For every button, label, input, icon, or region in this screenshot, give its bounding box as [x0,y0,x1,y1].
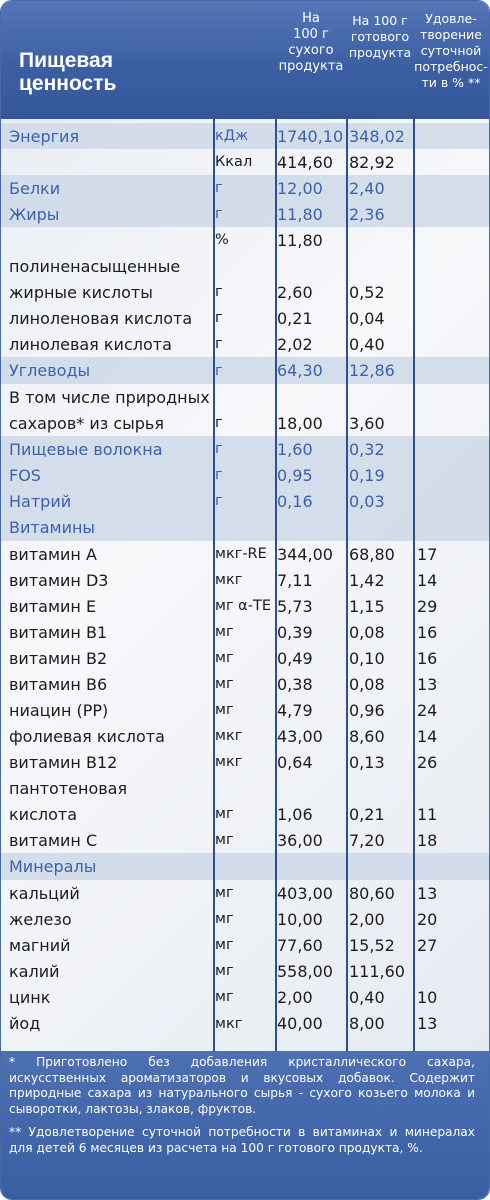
cell-name: кислота [9,804,77,824]
cell-v3: 13 [417,674,438,694]
cell-v3 [417,853,487,880]
cell-v1: 2,60 [277,282,313,302]
table-row [1,723,489,749]
table-row [1,958,489,984]
cell-v1: 0,21 [277,308,313,328]
cell-v2: 111,60 [349,961,405,981]
cell-unit [215,384,275,410]
cell-v2 [349,384,413,410]
cell-v3: 13 [417,883,438,903]
table-row [1,410,489,436]
cell-v3 [417,462,487,488]
cell-v3: 14 [417,570,438,590]
cell-v3: 29 [417,596,438,616]
cell-v3 [417,958,487,984]
cell-v2 [349,227,413,253]
cell-v3 [417,488,487,514]
cell-v2: 3,60 [349,413,385,433]
cell-unit: мкг [215,754,243,770]
cell-v1 [277,384,347,410]
cell-v3: 10 [417,987,438,1007]
cell-name: линоленовая кислота [9,308,193,328]
header-daily-need: Удовле- творение суточной потребнос- ти в % ** [414,11,488,90]
table-row [1,801,489,827]
cell-v1: 414,60 [277,152,333,172]
cell-v1: 1,60 [277,439,313,459]
cell-v3 [417,775,487,801]
cell-unit [215,853,275,880]
cell-name: ниацин (PP) [9,700,109,720]
cell-v2: 0,13 [349,752,385,772]
cell-unit [215,775,275,801]
table-row [1,749,489,775]
footnote-2: ** Удовлетворение суточной потребности в витаминах и минералах для детей 6 месяцев из расчета на 100 г готового продукта, %. [9,1125,475,1155]
cell-v1: 2,02 [277,334,313,354]
cell-v1: 77,60 [277,935,323,955]
cell-unit: Ккал [215,154,253,170]
cell-v2: 8,00 [349,1014,385,1033]
cell-v2: 7,20 [349,830,385,850]
nutrition-table [1,119,489,1051]
cell-v2 [349,853,413,880]
column-divider [346,119,348,1051]
cell-name: FOS [9,465,41,485]
cell-v1: 0,16 [277,491,313,511]
cell-v1 [277,775,347,801]
table-row [1,279,489,305]
table-row [1,697,489,723]
cell-v1: 12,00 [277,178,323,198]
cell-v3 [417,331,487,357]
cell-v2: 0,19 [349,465,385,485]
cell-v3: 14 [417,726,438,746]
cell-v3 [417,227,487,253]
table-row [1,488,489,514]
header-ready-product: На 100 г готового продукта [348,13,412,60]
cell-name: цинк [9,987,51,1007]
cell-v3 [417,149,487,175]
cell-v1: 0,39 [277,622,313,642]
cell-unit: мг [215,911,234,927]
cell-v2 [349,514,413,541]
cell-v3 [417,253,487,279]
cell-unit: мг [215,624,234,640]
cell-v2: 348,02 [349,126,405,146]
column-divider [275,119,277,1051]
column-divider [413,119,415,1051]
cell-name: Энергия [9,126,80,146]
cell-v3: 27 [417,935,438,955]
table-row [1,827,489,853]
cell-unit: г [215,206,223,222]
cell-v1: 0,49 [277,648,313,668]
cell-v3: 16 [417,622,438,642]
cell-unit: г [215,362,223,379]
cell-v3 [417,201,487,227]
cell-v2: 0,04 [349,308,385,328]
table-row [1,201,489,227]
cell-v3: 11 [417,804,438,824]
column-divider [213,119,215,1051]
cell-v1: 403,00 [277,883,333,903]
cell-unit: г [215,284,223,300]
cell-unit: кДж [215,128,249,144]
cell-name: линолевая кислота [9,334,172,354]
cell-name: витамин B2 [9,648,108,668]
cell-name: В том числе природных [9,387,210,407]
cell-v2: 2,40 [349,178,385,198]
cell-v1: 0,38 [277,674,313,694]
cell-v1: 2,00 [277,987,313,1007]
cell-v3 [417,305,487,331]
cell-v2: 68,80 [349,544,395,564]
cell-name: витамин A [9,544,97,564]
cell-v2: 2,36 [349,204,385,224]
cell-name: кальций [9,883,80,903]
cell-name: калий [9,961,60,981]
cell-v2: 8,60 [349,726,385,746]
cell-unit: мг [215,832,234,848]
table-row [1,357,489,384]
cell-v1: 64,30 [277,361,323,380]
cell-name: витамин D3 [9,570,109,590]
cell-name: витамин C [9,830,98,850]
cell-unit: мкг-RE [215,546,267,562]
cell-v2: 82,92 [349,152,395,172]
table-header [1,1,489,119]
cell-v2: 1,42 [349,570,385,590]
cell-name: фолиевая кислота [9,726,165,746]
cell-unit: г [215,415,223,431]
cell-unit: мкг [215,728,243,744]
table-row [1,1010,489,1037]
cell-unit: мг [215,937,234,953]
cell-v1: 0,95 [277,465,313,485]
cell-v1: 5,73 [277,596,313,616]
cell-unit: мкг [215,1015,243,1032]
cell-v1 [277,253,347,279]
cell-unit: мг [215,963,234,979]
table-row [1,123,489,149]
cell-v3: 13 [417,1014,438,1033]
cell-v3 [417,123,487,149]
footnotes [1,1051,489,1199]
cell-name: Витамины [9,518,96,537]
cell-v1: 1,06 [277,804,313,824]
cell-name: Углеводы [9,361,91,380]
cell-v2: 0,40 [349,987,385,1007]
cell-name: полиненасыщенные [9,256,181,276]
cell-v1: 36,00 [277,830,323,850]
table-row [1,906,489,932]
cell-unit: г [215,310,223,326]
footnote-1: * Приготовлено без добавления кристаллического сахара, искусственных ароматизаторов и вкусовых добавок. Содержит природные сахара из натурального сырья - сухого козьего молока и сыворотки, лактозы, злаков, фруктов. [9,1055,475,1116]
table-row [1,541,489,567]
cell-v2: 2,00 [349,909,385,929]
cell-v2: 80,60 [349,883,395,903]
cell-v2: 0,40 [349,334,385,354]
table-row [1,305,489,331]
cell-v1: 11,80 [277,204,323,224]
cell-name: йод [9,1014,41,1033]
table-row [1,227,489,253]
cell-name: пантотеновая [9,778,128,798]
cell-name: Пищевые волокна [9,439,163,459]
cell-v2 [349,775,413,801]
cell-name: железо [9,909,72,929]
cell-unit: мкг [215,572,243,588]
cell-v1: 0,64 [277,752,313,772]
cell-unit: г [215,180,223,196]
cell-v2: 0,08 [349,622,385,642]
cell-name: Минералы [9,857,97,876]
cell-unit: г [215,467,223,483]
table-row [1,984,489,1010]
cell-unit: г [215,441,223,457]
cell-unit: мг [215,650,234,666]
cell-v3: 17 [417,544,438,564]
cell-name: Жиры [9,204,60,224]
header-dry-product: На 100 г сухого продукта [278,11,344,74]
table-row [1,775,489,801]
table-row [1,593,489,619]
cell-v1: 43,00 [277,726,323,746]
cell-v1: 558,00 [277,961,333,981]
table-row [1,175,489,201]
cell-v2: 0,96 [349,700,385,720]
cell-unit: % [215,232,229,248]
table-row [1,880,489,906]
cell-v3: 26 [417,752,438,772]
cell-name [9,149,213,175]
table-row [1,253,489,279]
cell-v1: 40,00 [277,1014,323,1033]
cell-v3: 16 [417,648,438,668]
cell-v1: 4,79 [277,700,313,720]
cell-v2: 0,21 [349,804,385,824]
cell-name: Натрий [9,491,72,511]
cell-unit [215,514,275,541]
cell-v1: 10,00 [277,909,323,929]
table-row [1,331,489,357]
cell-v2: 0,08 [349,674,385,694]
table-row [1,462,489,488]
cell-v3 [417,384,487,410]
cell-unit [215,253,275,279]
cell-unit: г [215,336,223,352]
cell-v3 [417,279,487,305]
cell-v3 [417,357,487,384]
table-row [1,853,489,880]
cell-v2: 15,52 [349,935,395,955]
cell-v1 [277,853,347,880]
cell-unit: мг [215,806,234,822]
table-row [1,671,489,697]
table-row [1,384,489,410]
cell-v2: 0,03 [349,491,385,511]
table-row [1,619,489,645]
cell-name: магний [9,935,71,955]
cell-v3: 24 [417,700,438,720]
table-title: Пищевая ценность [19,49,117,95]
table-row [1,645,489,671]
cell-v1: 18,00 [277,413,323,433]
cell-name [9,227,213,253]
cell-v3: 18 [417,830,438,850]
cell-v3 [417,436,487,462]
cell-v3: 20 [417,909,438,929]
cell-name: витамин B6 [9,674,108,694]
cell-unit: г [215,493,223,509]
cell-name: витамин B1 [9,622,108,642]
table-row [1,567,489,593]
cell-name: Белки [9,178,61,198]
cell-unit: мг [215,702,234,718]
table-row [1,149,489,175]
cell-name: витамин B12 [9,752,118,772]
table-row [1,436,489,462]
table-row [1,932,489,958]
cell-v2: 0,10 [349,648,385,668]
cell-v2: 12,86 [349,361,395,380]
cell-unit: мг [215,676,234,692]
cell-v2 [349,253,413,279]
cell-v3 [417,514,487,541]
cell-v2: 0,52 [349,282,385,302]
cell-name: жирные кислоты [9,282,153,302]
cell-unit: мг [215,989,234,1005]
cell-v1: 7,11 [277,570,313,590]
cell-v1: 344,00 [277,544,333,564]
cell-v2: 0,32 [349,439,385,459]
cell-unit: мг α-TE [215,598,271,614]
cell-v3 [417,410,487,436]
cell-v2: 1,15 [349,596,385,616]
table-row [1,514,489,541]
cell-v1: 1740,10 [277,126,344,146]
cell-unit: мг [215,885,234,901]
cell-v1: 11,80 [277,230,323,250]
cell-name: сахаров* из сырья [9,413,164,433]
cell-v3 [417,175,487,201]
cell-v1 [277,514,347,541]
cell-name: витамин E [9,596,97,616]
